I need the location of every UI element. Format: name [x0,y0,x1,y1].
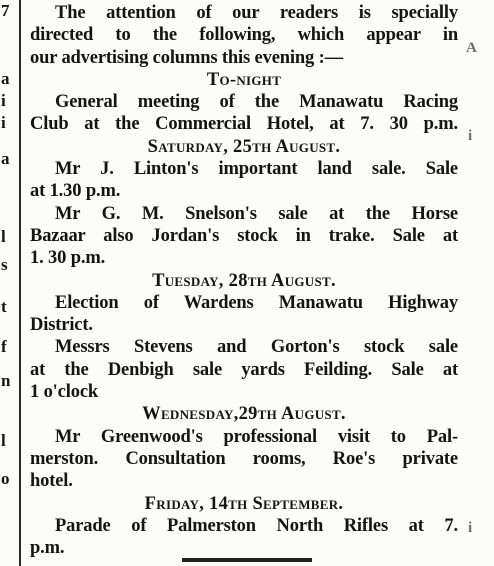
fragment-letter: t [1,297,7,316]
fragment-letter: l [1,431,6,450]
article-line: Election of Wardens Manawatu Highway [55,292,458,313]
article-line: merston. Consultation rooms, Roe's private [30,448,458,469]
date-heading: Wednesday,29th August. [142,404,346,425]
article-line: 1. 30 p.m. [30,248,106,269]
article-line: Messrs Stevens and Gorton's stock sale [55,337,458,358]
fragment-letter: 7 [1,1,10,20]
fragment-letter: o [1,469,10,488]
article-line: Parade of Palmerston North Rifles at 7. [55,515,458,536]
article-line: Mr J. Linton's important land sale. Sale [55,159,458,180]
fragment-letter: a [1,149,10,168]
fragment-letter: i [1,91,6,110]
article-line: at the Denbigh sale yards Feilding. Sale at [30,359,458,380]
fragment-letter: a [1,69,10,88]
fragment-letter: f [1,337,7,356]
article-line: our advertising columns this evening :— [30,47,343,68]
article-line: Mr G. M. Snelson's sale at the Horse [55,203,458,224]
fragment-letter: i [468,128,473,144]
right-column-fragment [464,0,494,566]
article-line: hotel. [30,471,73,492]
article-line: Mr Greenwood's professional visit to Pal- [55,426,458,447]
article-line: p.m. [30,538,65,559]
article-line: 1 o'clock [30,382,99,403]
fragment-letter: i [1,113,6,132]
date-heading: Saturday, 25th August. [147,136,341,157]
article-body [30,2,458,559]
fragment-letter: A [466,40,477,56]
article-line: General meeting of the Manawatu Racing [55,92,458,113]
date-heading: To-night [206,69,282,90]
fragment-letter: s [1,255,8,274]
article-line: Club at the Commercial Hotel, at 7. 30 p.m. [30,114,458,135]
date-heading: Friday, 14th September. [144,493,344,514]
fragment-letter: i [468,520,473,536]
date-heading: Tuesday, 28th August. [152,270,336,291]
fragment-letter: n [1,371,11,390]
article-line: Bazaar also Jordan's stock in trake. Sale at [30,225,458,246]
article-line: directed to the following, which appear in [30,25,458,46]
article-line: at 1.30 p.m. [30,181,121,202]
column-rule [19,0,21,566]
fragment-letter: l [1,227,6,246]
article-line: The attention of our readers is specially [55,3,458,23]
article-line: District. [30,315,93,336]
section-divider-rule [182,558,312,562]
